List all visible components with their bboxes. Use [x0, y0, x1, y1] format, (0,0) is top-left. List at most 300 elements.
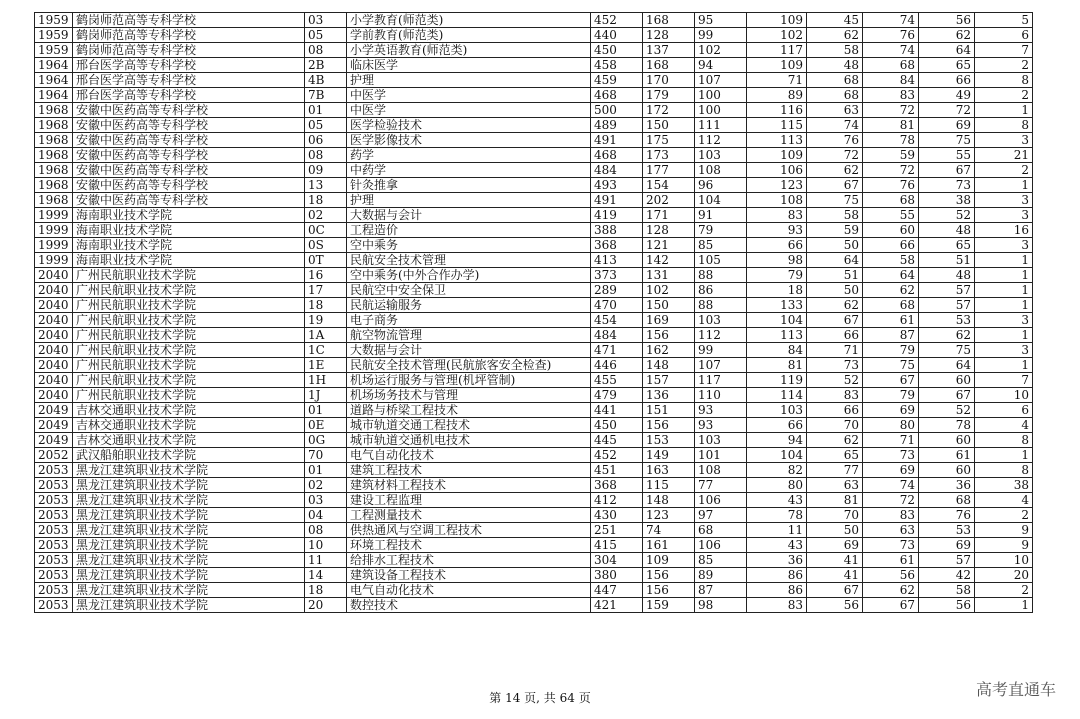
cell-major-code: 03 — [305, 13, 347, 28]
cell-total-score: 440 — [591, 28, 643, 43]
cell-school-code: 2040 — [35, 373, 73, 388]
cell-major-code: 4B — [305, 73, 347, 88]
cell-score-e: 61 — [863, 313, 919, 328]
cell-score-d: 77 — [807, 463, 863, 478]
cell-score-c: 104 — [747, 448, 807, 463]
cell-count: 8 — [975, 463, 1033, 478]
table-row — [35, 433, 1033, 448]
cell-count: 9 — [975, 538, 1033, 553]
cell-count: 21 — [975, 148, 1033, 163]
table-row — [35, 343, 1033, 358]
cell-score-c: 86 — [747, 568, 807, 583]
cell-score-c: 116 — [747, 103, 807, 118]
cell-school-name: 邢台医学高等专科学校 — [73, 73, 305, 88]
cell-school-name: 邢台医学高等专科学校 — [73, 58, 305, 73]
cell-score-e: 61 — [863, 553, 919, 568]
table-row — [35, 268, 1033, 283]
cell-total-score: 368 — [591, 238, 643, 253]
cell-school-code: 1964 — [35, 58, 73, 73]
cell-major-code: 08 — [305, 523, 347, 538]
cell-total-score: 452 — [591, 448, 643, 463]
cell-school-name: 黑龙江建筑职业技术学院 — [73, 463, 305, 478]
cell-score-b: 108 — [695, 163, 747, 178]
cell-score-f: 65 — [919, 58, 975, 73]
cell-score-e: 79 — [863, 343, 919, 358]
cell-count: 6 — [975, 403, 1033, 418]
cell-major-name: 临床医学 — [347, 58, 591, 73]
cell-school-name: 广州民航职业技术学院 — [73, 373, 305, 388]
cell-total-score: 451 — [591, 463, 643, 478]
cell-score-a: 123 — [643, 508, 695, 523]
table-row — [35, 358, 1033, 373]
cell-score-c: 94 — [747, 433, 807, 448]
cell-score-e: 83 — [863, 508, 919, 523]
table-row — [35, 283, 1033, 298]
cell-score-e: 72 — [863, 163, 919, 178]
cell-school-code: 1968 — [35, 133, 73, 148]
cell-score-f: 60 — [919, 463, 975, 478]
cell-total-score: 447 — [591, 583, 643, 598]
cell-score-f: 56 — [919, 598, 975, 613]
cell-major-name: 医学检验技术 — [347, 118, 591, 133]
cell-school-code: 1964 — [35, 73, 73, 88]
cell-major-code: 18 — [305, 193, 347, 208]
cell-score-a: 159 — [643, 598, 695, 613]
cell-major-code: 09 — [305, 163, 347, 178]
cell-school-code: 1968 — [35, 163, 73, 178]
table-row — [35, 133, 1033, 148]
table-body — [35, 13, 1033, 613]
cell-score-f: 53 — [919, 523, 975, 538]
table-row — [35, 178, 1033, 193]
cell-score-c: 119 — [747, 373, 807, 388]
cell-school-code: 2040 — [35, 313, 73, 328]
cell-score-f: 60 — [919, 373, 975, 388]
cell-score-d: 62 — [807, 433, 863, 448]
cell-score-c: 83 — [747, 208, 807, 223]
cell-score-d: 71 — [807, 343, 863, 358]
cell-major-code: 0C — [305, 223, 347, 238]
cell-score-b: 86 — [695, 283, 747, 298]
cell-school-name: 黑龙江建筑职业技术学院 — [73, 523, 305, 538]
cell-major-code: 04 — [305, 508, 347, 523]
cell-score-e: 63 — [863, 523, 919, 538]
cell-score-e: 72 — [863, 103, 919, 118]
cell-major-name: 航空物流管理 — [347, 328, 591, 343]
cell-major-name: 民航运输服务 — [347, 298, 591, 313]
cell-score-e: 69 — [863, 463, 919, 478]
cell-score-b: 85 — [695, 238, 747, 253]
table-row — [35, 583, 1033, 598]
cell-score-e: 73 — [863, 448, 919, 463]
cell-total-score: 489 — [591, 118, 643, 133]
table-row — [35, 568, 1033, 583]
cell-major-name: 给排水工程技术 — [347, 553, 591, 568]
cell-major-code: 01 — [305, 403, 347, 418]
cell-score-f: 48 — [919, 268, 975, 283]
cell-score-d: 58 — [807, 208, 863, 223]
cell-major-name: 中医学 — [347, 103, 591, 118]
cell-school-name: 吉林交通职业技术学院 — [73, 433, 305, 448]
cell-score-e: 64 — [863, 268, 919, 283]
cell-score-d: 67 — [807, 313, 863, 328]
cell-score-d: 72 — [807, 148, 863, 163]
cell-score-c: 11 — [747, 523, 807, 538]
cell-score-d: 41 — [807, 568, 863, 583]
cell-score-a: 161 — [643, 538, 695, 553]
cell-school-code: 1959 — [35, 43, 73, 58]
cell-score-c: 83 — [747, 598, 807, 613]
cell-major-name: 学前教育(师范类) — [347, 28, 591, 43]
cell-school-name: 黑龙江建筑职业技术学院 — [73, 553, 305, 568]
cell-score-d: 50 — [807, 238, 863, 253]
cell-score-b: 85 — [695, 553, 747, 568]
cell-total-score: 412 — [591, 493, 643, 508]
cell-score-b: 100 — [695, 88, 747, 103]
cell-major-code: 02 — [305, 208, 347, 223]
cell-score-e: 72 — [863, 493, 919, 508]
cell-total-score: 251 — [591, 523, 643, 538]
cell-school-name: 安徽中医药高等专科学校 — [73, 193, 305, 208]
cell-score-b: 98 — [695, 598, 747, 613]
cell-score-b: 99 — [695, 28, 747, 43]
cell-major-code: 18 — [305, 583, 347, 598]
cell-score-b: 101 — [695, 448, 747, 463]
cell-score-b: 97 — [695, 508, 747, 523]
cell-score-b: 100 — [695, 103, 747, 118]
cell-score-f: 67 — [919, 163, 975, 178]
cell-school-code: 1968 — [35, 178, 73, 193]
cell-major-name: 电子商务 — [347, 313, 591, 328]
cell-count: 8 — [975, 433, 1033, 448]
cell-major-name: 城市轨道交通机电技术 — [347, 433, 591, 448]
cell-major-code: 17 — [305, 283, 347, 298]
table-row — [35, 508, 1033, 523]
cell-score-c: 79 — [747, 268, 807, 283]
cell-major-name: 环境工程技术 — [347, 538, 591, 553]
cell-score-c: 113 — [747, 328, 807, 343]
cell-major-name: 工程测量技术 — [347, 508, 591, 523]
cell-total-score: 450 — [591, 418, 643, 433]
cell-score-f: 78 — [919, 418, 975, 433]
cell-score-a: 177 — [643, 163, 695, 178]
cell-score-b: 103 — [695, 313, 747, 328]
cell-major-code: 02 — [305, 478, 347, 493]
cell-score-f: 67 — [919, 388, 975, 403]
cell-score-b: 93 — [695, 403, 747, 418]
cell-school-name: 安徽中医药高等专科学校 — [73, 148, 305, 163]
cell-score-d: 62 — [807, 163, 863, 178]
cell-school-name: 黑龙江建筑职业技术学院 — [73, 538, 305, 553]
cell-school-code: 2053 — [35, 568, 73, 583]
cell-major-name: 小学英语教育(师范类) — [347, 43, 591, 58]
cell-count: 7 — [975, 373, 1033, 388]
cell-count: 1 — [975, 178, 1033, 193]
cell-major-code: 05 — [305, 118, 347, 133]
cell-score-c: 86 — [747, 583, 807, 598]
cell-major-name: 城市轨道交通工程技术 — [347, 418, 591, 433]
cell-score-c: 18 — [747, 283, 807, 298]
cell-major-name: 机场场务技术与管理 — [347, 388, 591, 403]
cell-school-name: 广州民航职业技术学院 — [73, 388, 305, 403]
cell-school-name: 吉林交通职业技术学院 — [73, 403, 305, 418]
cell-school-code: 2053 — [35, 463, 73, 478]
cell-score-e: 76 — [863, 28, 919, 43]
cell-score-c: 80 — [747, 478, 807, 493]
cell-count: 3 — [975, 238, 1033, 253]
cell-score-f: 62 — [919, 28, 975, 43]
cell-score-a: 162 — [643, 343, 695, 358]
cell-count: 38 — [975, 478, 1033, 493]
cell-score-a: 142 — [643, 253, 695, 268]
cell-count: 3 — [975, 133, 1033, 148]
table-row — [35, 538, 1033, 553]
cell-major-name: 供热通风与空调工程技术 — [347, 523, 591, 538]
cell-score-a: 154 — [643, 178, 695, 193]
cell-score-b: 79 — [695, 223, 747, 238]
cell-major-name: 空中乘务 — [347, 238, 591, 253]
cell-score-e: 60 — [863, 223, 919, 238]
admission-score-table — [34, 12, 1033, 613]
cell-score-c: 103 — [747, 403, 807, 418]
cell-count: 9 — [975, 523, 1033, 538]
cell-score-c: 102 — [747, 28, 807, 43]
cell-score-f: 38 — [919, 193, 975, 208]
cell-major-name: 小学教育(师范类) — [347, 13, 591, 28]
cell-total-score: 491 — [591, 193, 643, 208]
table-row — [35, 103, 1033, 118]
cell-total-score: 445 — [591, 433, 643, 448]
cell-score-e: 71 — [863, 433, 919, 448]
cell-score-e: 78 — [863, 133, 919, 148]
cell-score-c: 104 — [747, 313, 807, 328]
cell-score-c: 93 — [747, 223, 807, 238]
table-row — [35, 208, 1033, 223]
cell-total-score: 415 — [591, 538, 643, 553]
table-row — [35, 553, 1033, 568]
cell-score-b: 68 — [695, 523, 747, 538]
table-row — [35, 478, 1033, 493]
cell-count: 1 — [975, 298, 1033, 313]
cell-total-score: 289 — [591, 283, 643, 298]
cell-major-name: 护理 — [347, 193, 591, 208]
cell-score-f: 75 — [919, 133, 975, 148]
cell-school-name: 海南职业技术学院 — [73, 253, 305, 268]
table-row — [35, 88, 1033, 103]
cell-score-a: 115 — [643, 478, 695, 493]
cell-major-name: 建筑设备工程技术 — [347, 568, 591, 583]
cell-score-c: 115 — [747, 118, 807, 133]
cell-score-b: 96 — [695, 178, 747, 193]
cell-school-code: 2040 — [35, 283, 73, 298]
cell-score-a: 149 — [643, 448, 695, 463]
cell-count: 10 — [975, 553, 1033, 568]
cell-major-name: 药学 — [347, 148, 591, 163]
cell-school-name: 广州民航职业技术学院 — [73, 343, 305, 358]
cell-score-b: 117 — [695, 373, 747, 388]
cell-score-e: 66 — [863, 238, 919, 253]
cell-count: 3 — [975, 208, 1033, 223]
cell-score-b: 108 — [695, 463, 747, 478]
cell-score-c: 109 — [747, 58, 807, 73]
cell-score-a: 148 — [643, 358, 695, 373]
cell-total-score: 421 — [591, 598, 643, 613]
cell-score-e: 75 — [863, 358, 919, 373]
cell-major-code: 2B — [305, 58, 347, 73]
cell-score-f: 55 — [919, 148, 975, 163]
cell-score-e: 69 — [863, 403, 919, 418]
cell-score-f: 73 — [919, 178, 975, 193]
cell-count: 2 — [975, 508, 1033, 523]
cell-score-d: 66 — [807, 328, 863, 343]
cell-score-d: 65 — [807, 448, 863, 463]
cell-school-code: 1968 — [35, 148, 73, 163]
cell-total-score: 380 — [591, 568, 643, 583]
cell-count: 1 — [975, 328, 1033, 343]
cell-major-code: 1H — [305, 373, 347, 388]
cell-score-a: 150 — [643, 298, 695, 313]
cell-major-code: 7B — [305, 88, 347, 103]
cell-count: 4 — [975, 493, 1033, 508]
cell-school-code: 1964 — [35, 88, 73, 103]
cell-count: 8 — [975, 73, 1033, 88]
cell-score-f: 57 — [919, 553, 975, 568]
cell-score-a: 179 — [643, 88, 695, 103]
cell-school-name: 广州民航职业技术学院 — [73, 313, 305, 328]
cell-score-a: 156 — [643, 568, 695, 583]
cell-total-score: 441 — [591, 403, 643, 418]
cell-count: 7 — [975, 43, 1033, 58]
cell-score-f: 53 — [919, 313, 975, 328]
cell-total-score: 430 — [591, 508, 643, 523]
cell-school-code: 1959 — [35, 13, 73, 28]
cell-score-d: 51 — [807, 268, 863, 283]
table-row — [35, 163, 1033, 178]
cell-score-e: 62 — [863, 583, 919, 598]
cell-score-c: 117 — [747, 43, 807, 58]
cell-score-e: 79 — [863, 388, 919, 403]
cell-count: 2 — [975, 88, 1033, 103]
cell-score-c: 66 — [747, 418, 807, 433]
cell-score-b: 95 — [695, 13, 747, 28]
cell-score-c: 82 — [747, 463, 807, 478]
table-row — [35, 493, 1033, 508]
cell-school-name: 广州民航职业技术学院 — [73, 298, 305, 313]
cell-score-f: 64 — [919, 43, 975, 58]
cell-major-name: 机场运行服务与管理(机坪管制) — [347, 373, 591, 388]
cell-major-code: 0T — [305, 253, 347, 268]
cell-score-e: 83 — [863, 88, 919, 103]
cell-major-name: 医学影像技术 — [347, 133, 591, 148]
cell-score-a: 168 — [643, 58, 695, 73]
cell-school-code: 2053 — [35, 493, 73, 508]
cell-score-b: 111 — [695, 118, 747, 133]
table-row — [35, 13, 1033, 28]
cell-total-score: 450 — [591, 43, 643, 58]
cell-score-a: 137 — [643, 43, 695, 58]
table-row — [35, 418, 1033, 433]
cell-school-code: 2040 — [35, 328, 73, 343]
cell-school-code: 1999 — [35, 208, 73, 223]
cell-count: 2 — [975, 163, 1033, 178]
cell-score-d: 74 — [807, 118, 863, 133]
cell-score-d: 41 — [807, 553, 863, 568]
cell-score-b: 88 — [695, 298, 747, 313]
cell-major-code: 08 — [305, 43, 347, 58]
cell-school-name: 吉林交通职业技术学院 — [73, 418, 305, 433]
cell-total-score: 454 — [591, 313, 643, 328]
cell-total-score: 484 — [591, 163, 643, 178]
cell-major-name: 针灸推拿 — [347, 178, 591, 193]
table-row — [35, 43, 1033, 58]
cell-score-c: 43 — [747, 538, 807, 553]
table-row — [35, 403, 1033, 418]
cell-school-code: 2053 — [35, 538, 73, 553]
cell-school-code: 2049 — [35, 433, 73, 448]
cell-score-e: 76 — [863, 178, 919, 193]
cell-score-e: 62 — [863, 283, 919, 298]
cell-major-code: 0E — [305, 418, 347, 433]
cell-score-b: 91 — [695, 208, 747, 223]
cell-school-name: 邢台医学高等专科学校 — [73, 88, 305, 103]
table-row — [35, 388, 1033, 403]
table-row — [35, 253, 1033, 268]
cell-score-f: 60 — [919, 433, 975, 448]
table-row — [35, 313, 1033, 328]
cell-total-score: 368 — [591, 478, 643, 493]
cell-score-d: 62 — [807, 28, 863, 43]
cell-count: 20 — [975, 568, 1033, 583]
table-row — [35, 28, 1033, 43]
cell-score-f: 65 — [919, 238, 975, 253]
table-row — [35, 118, 1033, 133]
cell-score-b: 77 — [695, 478, 747, 493]
cell-score-c: 109 — [747, 13, 807, 28]
cell-school-name: 黑龙江建筑职业技术学院 — [73, 583, 305, 598]
cell-school-name: 安徽中医药高等专科学校 — [73, 178, 305, 193]
cell-score-b: 112 — [695, 328, 747, 343]
cell-school-name: 鹤岗师范高等专科学校 — [73, 28, 305, 43]
cell-score-d: 59 — [807, 223, 863, 238]
cell-total-score: 413 — [591, 253, 643, 268]
cell-school-name: 广州民航职业技术学院 — [73, 268, 305, 283]
cell-score-f: 52 — [919, 403, 975, 418]
cell-score-f: 36 — [919, 478, 975, 493]
cell-school-code: 2053 — [35, 553, 73, 568]
cell-score-d: 70 — [807, 418, 863, 433]
cell-total-score: 455 — [591, 373, 643, 388]
cell-major-name: 大数据与会计 — [347, 208, 591, 223]
cell-score-d: 75 — [807, 193, 863, 208]
cell-score-d: 45 — [807, 13, 863, 28]
cell-score-e: 67 — [863, 373, 919, 388]
cell-score-d: 63 — [807, 103, 863, 118]
cell-count: 1 — [975, 103, 1033, 118]
table-row — [35, 463, 1033, 478]
cell-school-name: 安徽中医药高等专科学校 — [73, 118, 305, 133]
cell-count: 1 — [975, 268, 1033, 283]
cell-score-d: 69 — [807, 538, 863, 553]
cell-count: 1 — [975, 598, 1033, 613]
cell-score-e: 68 — [863, 298, 919, 313]
cell-school-code: 1959 — [35, 28, 73, 43]
cell-major-name: 电气自动化技术 — [347, 448, 591, 463]
cell-major-name: 中医学 — [347, 88, 591, 103]
cell-school-name: 鹤岗师范高等专科学校 — [73, 13, 305, 28]
cell-score-e: 73 — [863, 538, 919, 553]
cell-score-d: 50 — [807, 523, 863, 538]
cell-major-code: 1C — [305, 343, 347, 358]
